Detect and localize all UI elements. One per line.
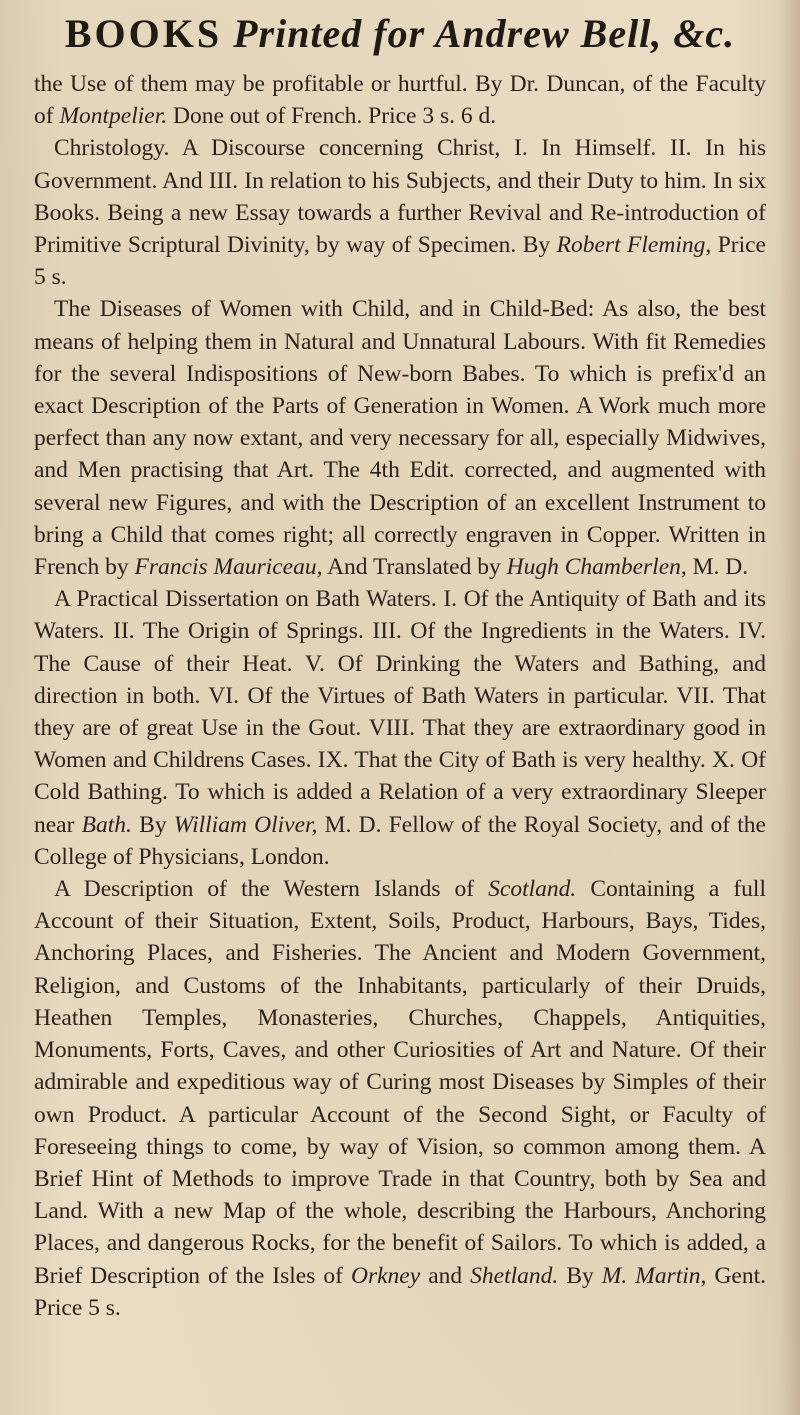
entry-place: Montpelier.	[59, 103, 168, 130]
entry-place: Scotland.	[488, 876, 577, 903]
book-entry-christology	[34, 132, 766, 293]
entry-conjunction: and	[420, 1262, 471, 1289]
title-caps: BOOKS	[64, 11, 223, 56]
entry-price: Gent. Price 5 s.	[34, 1262, 767, 1321]
book-entry-oliver	[34, 583, 766, 873]
entry-text-mid: And Translated by	[322, 554, 507, 581]
book-entry-duncan	[34, 68, 766, 132]
entry-tail: M. D. Fellow of the Royal Society, and of the College of Physicians, London.	[34, 811, 766, 870]
entry-place: Bath.	[81, 811, 132, 838]
entry-text: A Description of the Western Islands of	[54, 876, 489, 903]
entry-text-mid: By	[131, 811, 174, 838]
page-edge-shadow	[778, 0, 800, 1415]
entry-by: By	[558, 1262, 602, 1289]
entry-place-shetland: Shetland.	[470, 1262, 559, 1289]
entry-place-orkney: Orkney	[351, 1262, 421, 1289]
entry-author: Francis Mauriceau,	[134, 554, 323, 581]
entry-text: the Use of them may be profitable or hurtful. By Dr. Duncan, of the Faculty of	[34, 71, 766, 130]
entry-price: Price 5 s.	[34, 232, 766, 291]
entry-text-mid: Containing a full Account of their Situation, Extent, Soils, Product, Harbours, Bays, Tides, Anchoring Places, and Fisheries. The Ancient and Modern Government, Religion, and Customs of the Inhabitants, particularly of their Druids, Heathen Temples, Monasteries, Churches, Chappels, Antiquities, Monuments, Forts, Caves, and other Curiosities of Art and Nature. Of their admirable and expeditious way of Curing most Diseases by Simples of their own Product. A particular Account of the Second Sight, or Faculty of Foreseeing things to come, by way of Vision, so common among them. A Brief Hint of Methods to improve Trade in that Country, both by Sea and Land. With a new Map of the whole, describing the Harbours, Anchoring Places, and dangerous Rocks, for the benefit of Sailors. To which is added, a Brief Description of the Isles of	[34, 876, 766, 1289]
book-entry-mauriceau	[34, 293, 766, 583]
title-rest: Printed for Andrew Bell, &c.	[233, 11, 736, 56]
page-title	[34, 8, 766, 60]
book-entry-martin	[34, 873, 766, 1324]
entry-text: Christology. A Discourse concerning Christ, I. In Himself. II. In his Government. And III. In relation to his Subjects, and their Duty to him. In six Books. Being a new Essay towards a further Revival and Re-introduction of Primitive Scriptural Divinity, by way of Specimen. By	[34, 135, 766, 259]
entry-text: The Diseases of Women with Child, and in Child-Bed: As also, the best means of helping them in Natural and Unnatural Labours. With fit Remedies for the several Indispositions of New-born Babes. To which is prefix'd an exact Description of the Parts of Generation in Women. A Work much more perfect than any now extant, and very necessary for all, especially Midwives, and Men practising that Art. The 4th Edit. corrected, and augmented with several new Figures, and with the Description of an excellent Instrument to bring a Child that comes right; all correctly engraven in Copper. Written in French by	[34, 296, 766, 581]
entry-author: M. Martin,	[601, 1262, 707, 1289]
entry-author: William Oliver,	[173, 811, 318, 838]
entry-price: Done out of French. Price 3 s. 6 d.	[167, 103, 497, 130]
entry-author: Robert Fleming,	[556, 232, 712, 259]
book-listing	[34, 68, 766, 1324]
entry-tail: M. D.	[686, 554, 749, 581]
entry-text: A Practical Dissertation on Bath Waters. I. Of the Antiquity of Bath and its Waters. II. The Origin of Springs. III. Of the Ingredients in the Waters. IV. The Cause of their Heat. V. Of Drinking the Waters and Bathing, and direction in both. VI. Of the Virtues of Bath Waters in particular. VII. That they are of great Use in the Gout. VIII. That they are extraordinary good in Women and Childrens Cases. IX. That the City of Bath is very healthy. X. Of Cold Bathing. To which is added a Relation of a very extraordinary Sleeper near	[34, 586, 766, 838]
entry-translator: Hugh Chamberlen,	[506, 554, 687, 581]
